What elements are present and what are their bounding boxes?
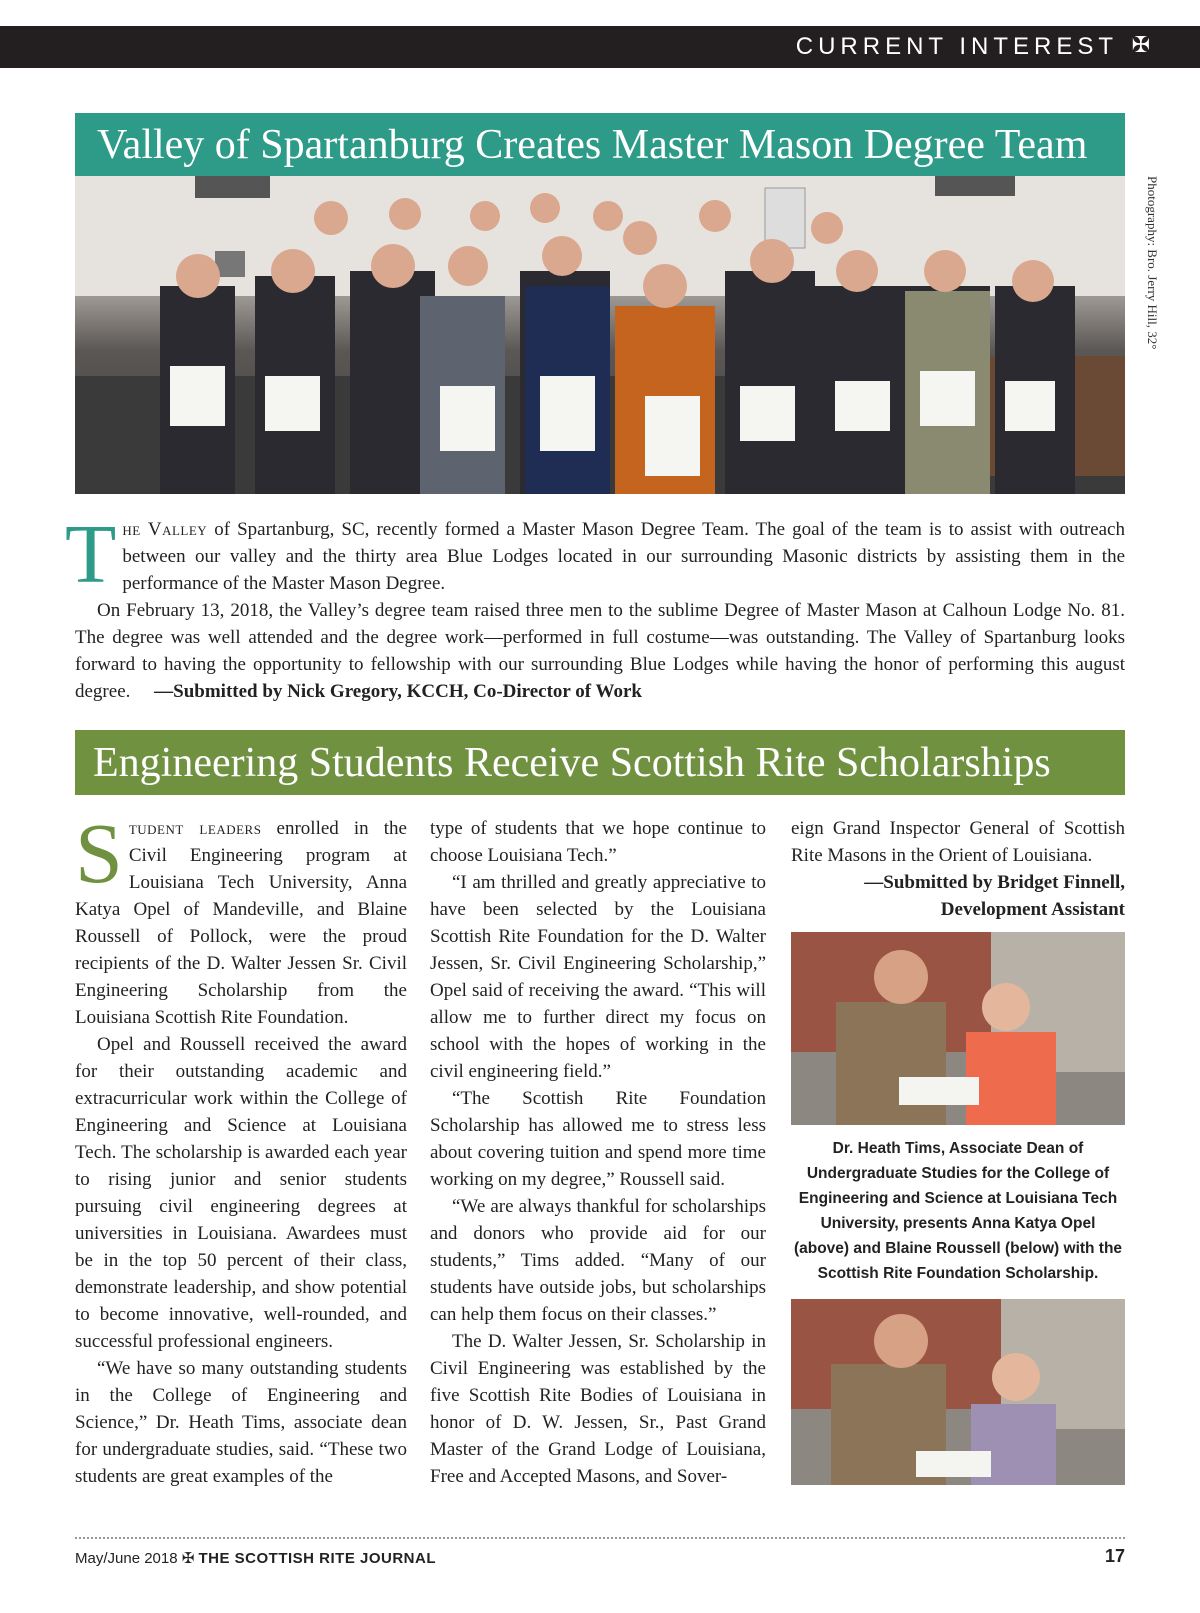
article2-paragraph: Opel and Roussell received the award for their outstanding academic and extracurricular work within the College of Engineering and Science at Louisiana Tech. The scholarship is awarded each year to rising junior and senior students pursuing civil engineering degrees at universities in Louisiana. Awardees must be in the top 50 percent of their class, demonstrate leadership, and show potential to become innovative, well-rounded, and successful professional engineers. — [75, 1034, 407, 1352]
lead-smallcaps: he Valley — [122, 519, 208, 540]
article2-paragraph — [75, 805, 407, 1031]
article2-signoff-line1: —Submitted by Bridget Finnell, — [864, 872, 1125, 893]
article1-title: Valley of Spartanburg Creates Master Mason Degree Team — [75, 113, 1125, 176]
lead-smallcaps: tudent leaders — [128, 818, 262, 839]
journal-name: THE SCOTTISH RITE JOURNAL — [198, 1550, 437, 1567]
paragraph-text: enrolled in the Civil Engineering program at Louisiana Tech University, Anna Katya Opel of Mandeville, and Blaine Roussell of Pollock, were the proud recipients of the D. Walter Jessen Sr. Civil Engineering Scholarship from the Louisiana Scottish Rite Foundation. — [75, 818, 407, 1028]
article1-signoff: —Submitted by Nick Gregory, KCCH, Co-Director of Work — [154, 681, 642, 702]
paragraph-text: of Spartanburg, SC, recently formed a Master Mason Degree Team. The goal of the team is to assist with outreach between our valley and the thirty area Blue Lodges located in our surrounding Masonic districts by assisting them in the performance of the Master Mason Degree. — [122, 519, 1125, 594]
article2-paragraph: The D. Walter Jessen, Sr. Scholarship in Civil Engineering was established by the five Scottish Rite Bodies of Louisiana in honor of D. W. Jessen, Sr., Past Grand Master of the Grand Lodge of Louisiana, Free and Accepted Masons, and Sover- — [430, 1331, 766, 1487]
dropcap: T — [65, 508, 117, 601]
article2-column-2 — [430, 815, 766, 1490]
article2-title: Engineering Students Receive Scottish Rite Scholarships — [75, 730, 1125, 795]
dropcap: S — [75, 805, 123, 901]
issue-date: May/June 2018 — [75, 1550, 178, 1567]
section-header-bar — [0, 26, 1200, 68]
scholarship-photo-opel — [791, 932, 1125, 1125]
article2-paragraph: eign Grand Inspector General of Scottish Rite Masons in the Orient of Louisiana. — [791, 818, 1125, 866]
article2-column-1 — [75, 805, 407, 1490]
photo-illustration — [791, 1299, 1125, 1485]
photo-illustration — [791, 932, 1125, 1125]
group-photo — [75, 176, 1125, 494]
article2-paragraph: “The Scottish Rite Foundation Scholarship has allowed me to stress less about covering tuition and spend more time working on my degree,” Roussell said. — [430, 1088, 766, 1190]
article2-paragraph: “I am thrilled and greatly appreciative to have been selected by the Louisiana Scottish Rite Foundation for the D. Walter Jessen, Sr. Civil Engineering Scholarship,” Opel said of receiving the award. “This will allow me to further direct my focus on school with the hopes of working in the civil engineering field.” — [430, 872, 766, 1082]
footer-issue-line — [75, 1549, 436, 1567]
article1-body — [65, 508, 1125, 705]
article2-paragraph: “We are always thankful for scholarships and donors who provide aid for our students,” Tims added. “Many of our students have outside jobs, but scholarships can help them focus on their classes.” — [430, 1196, 766, 1325]
article1-paragraph — [75, 597, 1125, 705]
article2-signoff-line2: Development Assistant — [940, 899, 1125, 920]
scholarship-photo-roussell — [791, 1299, 1125, 1485]
section-label: CURRENT INTEREST — [795, 33, 1118, 60]
paragraph-text: On February 13, 2018, the Valley’s degree team raised three men to the sublime Degree of Master Mason at Calhoun Lodge No. 81. The degree was well attended and the degree work—performed in full costume—was outstanding. The Valley of Spartanburg looks forward to having the opportunity to fellowship with our surrounding Blue Lodges while having the honor of performing this august degree. — [75, 600, 1125, 702]
article2-column-3 — [791, 815, 1125, 923]
photo-caption: Dr. Heath Tims, Associate Dean of Undergraduate Studies for the College of Engineering and Science at Louisiana Tech University, presents Anna Katya Opel (above) and Blaine Roussell (below) with the Scottish Rite Foundation Scholarship. — [793, 1140, 1123, 1282]
cross-icon: ✠ — [181, 1550, 195, 1567]
page-number: 17 — [1104, 1546, 1125, 1566]
group-photo-illustration — [75, 176, 1125, 494]
footer-divider — [75, 1537, 1125, 1539]
cross-icon: ✠ — [1131, 32, 1150, 57]
photo-credit: Photography: Bro. Jerry Hill, 32° — [1145, 176, 1160, 350]
article2-paragraph: “We have so many outstanding students in the College of Engineering and Science,” Dr. Heath Tims, associate dean for undergraduate studies, said. “These two students are great examples of the — [75, 1358, 407, 1487]
article2-paragraph: type of students that we hope continue to choose Louisiana Tech.” — [430, 818, 766, 866]
article1-paragraph — [65, 508, 1125, 601]
